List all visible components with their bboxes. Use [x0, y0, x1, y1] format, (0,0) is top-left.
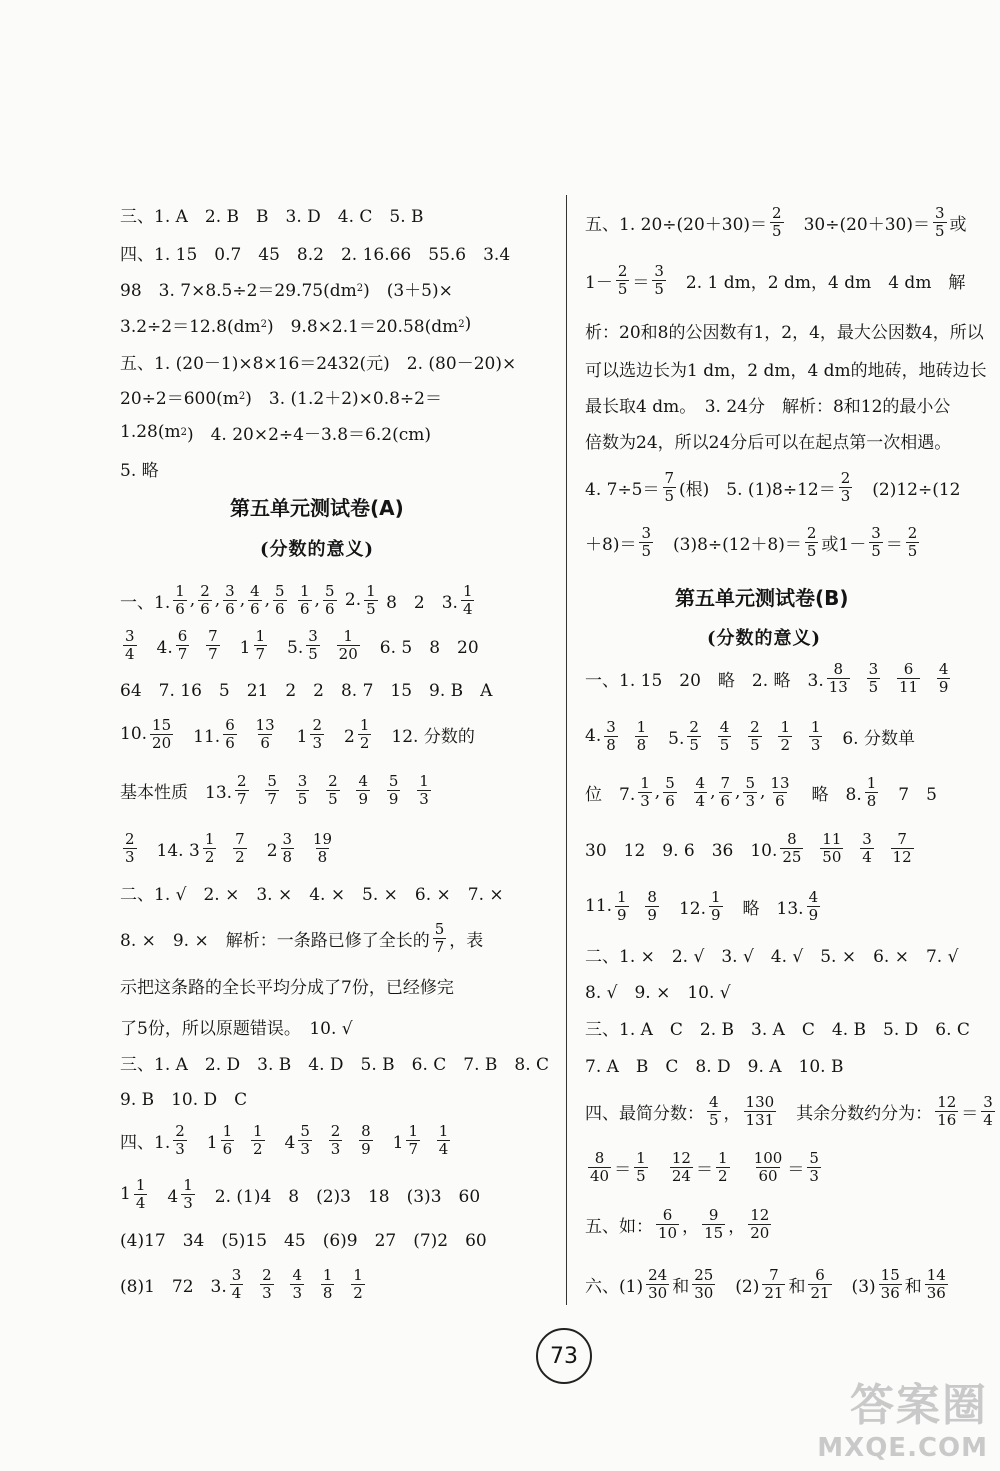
answer-text: 1: [279, 726, 308, 747]
answer-line: [585, 656, 953, 700]
fraction: $\frac{3}{6}$: [225, 581, 235, 618]
fraction: $\frac{2}{5}$: [772, 203, 782, 240]
answer-line: [585, 1262, 951, 1306]
fraction: $\frac{11}{50}$: [822, 829, 842, 866]
answer-text: (2)12÷(12: [855, 479, 961, 500]
answer-text: 5. 略: [120, 460, 159, 481]
fraction: $\frac{2}{6}$: [200, 581, 210, 618]
fraction: $\frac{6}{21}$: [810, 1265, 830, 1302]
fraction: $\frac{1}{8}$: [866, 773, 877, 810]
answer-text: 1: [222, 637, 251, 658]
answer-text: 5.: [651, 728, 685, 749]
answer-text: ＋8)＝: [585, 534, 637, 555]
fraction: $\frac{1}{5}$: [366, 581, 376, 618]
fraction: $\frac{3}{4}$: [983, 1092, 993, 1129]
answer-line: [120, 623, 479, 667]
answer-text: 了5份，所以原题错误。 10. √: [120, 1018, 353, 1039]
answer-text: 析：20和8的公因数有1，2，4，最大公因数4，所以: [585, 322, 984, 343]
answer-line: [120, 712, 475, 756]
answer-text: ，: [723, 1103, 741, 1124]
answer-text: 四、1.: [120, 1132, 171, 1153]
fraction: $\frac{2}{3}$: [175, 1121, 185, 1158]
answer-text: 7. A B C 8. D 9. A 10. B: [585, 1056, 844, 1077]
fraction: $\frac{7}{6}$: [720, 773, 731, 810]
fraction: $\frac{12}{16}$: [937, 1092, 957, 1129]
fraction: $\frac{1}{5}$: [636, 1148, 646, 1185]
fraction: $\frac{2}{3}$: [312, 715, 323, 752]
answer-text: 三、1. A 2. B B 3. D 4. C 5. B: [120, 206, 424, 227]
answer-text: 位 7.: [585, 784, 636, 805]
fraction: $\frac{6}{6}$: [225, 715, 235, 752]
answer-text: 略 8.: [794, 784, 862, 805]
fraction: $\frac{7}{12}$: [892, 829, 912, 866]
answer-text: 和: [672, 1276, 690, 1297]
fraction: $\frac{3}{4}$: [125, 626, 135, 663]
answer-text: 基本性质 13.: [120, 782, 233, 803]
answer-text: 4: [150, 1186, 179, 1207]
fraction: $\frac{5}{6}$: [324, 581, 335, 618]
fraction: $\frac{1}{20}$: [338, 626, 358, 663]
answer-line: [120, 963, 454, 1007]
fraction: $\frac{1}{2}$: [252, 1121, 263, 1158]
fraction: $\frac{1}{2}$: [359, 715, 370, 752]
fraction: $\frac{3}{5}$: [297, 771, 308, 808]
fraction: $\frac{4}{6}$: [250, 581, 260, 618]
fraction: $\frac{1}{8}$: [322, 1265, 333, 1302]
fraction: $\frac{1}{3}$: [640, 773, 650, 810]
answer-text: ) 3. (1.2＋2)×0.8÷2＝: [245, 388, 442, 409]
fraction: $\frac{6}{7}$: [177, 626, 188, 663]
answer-text: (根) 5. (1)8÷12＝: [679, 479, 836, 500]
fraction: $\frac{1}{3}$: [419, 771, 429, 808]
answer-text: ) 4. 20×2÷4－3.8＝6.2(cm): [186, 424, 431, 445]
answer-text: 略 13.: [725, 898, 804, 919]
fraction: $\frac{15}{20}$: [152, 715, 172, 752]
answer-text: ) (3＋5)×: [363, 280, 453, 301]
answer-text: 12. 分数的: [374, 726, 475, 747]
fraction: $\frac{1}{6}$: [300, 581, 310, 618]
answer-text: 6. 分数单: [825, 728, 915, 749]
fraction: $\frac{24}{30}$: [648, 1265, 668, 1302]
answer-line: 一、1. $\frac{1}{6}$ , $\frac{2}{6}$ , $\frac{3}{6}$ , $\frac{4}{6}$ , $\frac{5}{6}$ $\frac{1}{6}$ , $\frac{5}{6}$ 2. $\frac{1}{5}$ 8 2 3. $\frac{1}{4}$: [120, 581, 473, 618]
answer-line: [585, 258, 965, 302]
fraction: $\frac{2}{3}$: [125, 829, 135, 866]
fraction: $\frac{19}{8}$: [312, 829, 332, 866]
answer-text: 1: [120, 1184, 131, 1204]
answer-line: [120, 826, 337, 870]
fraction: $\frac{1}{2}$: [780, 717, 790, 754]
answer-text: 其余分数约分为：: [779, 1103, 933, 1124]
fraction: $\frac{3}{5}$: [308, 626, 318, 663]
answer-text: (3): [834, 1276, 876, 1297]
answer-text: ，: [728, 1216, 746, 1237]
fraction: $\frac{2}{5}$: [617, 261, 628, 298]
answer-text: 二、1. √ 2. × 3. × 4. × 5. × 6. × 7. ×: [120, 884, 504, 905]
answer-line: 位 7. $\frac{1}{3}$ , $\frac{5}{6}$ $\frac{4}{4}$ , $\frac{7}{6}$ , $\frac{5}{3}$ , $\frac{13}{6}$ 略 8. $\frac{1}{8}$ 7 5: [585, 773, 937, 810]
answer-text: ) 9.8×2.1＝20.58(dm: [266, 316, 459, 337]
answer-text: 64 7. 16 5 21 2 2 8. 7 15 9. B A: [120, 680, 493, 701]
answer-line: [120, 768, 434, 812]
fraction: $\frac{4}{4}$: [695, 773, 706, 810]
answer-line: 1.28(m 2 ) 4. 20×2÷4－3.8＝6.2(cm): [120, 410, 431, 454]
fraction: $\frac{13}{6}$: [770, 773, 790, 810]
fraction: $\frac{1}{6}$: [175, 581, 185, 618]
answer-text: 98 3. 7×8.5÷2＝29.75(dm: [120, 280, 357, 301]
answer-text: 或1－: [821, 534, 867, 555]
fraction: $\frac{8}{9}$: [647, 887, 657, 924]
watermark-url: MXQE.COM: [817, 1433, 988, 1463]
watermark-text: 答案圈: [850, 1380, 988, 1431]
answer-text: 6. 5 8 20: [362, 637, 479, 658]
answer-text: 1－: [585, 272, 613, 293]
section-subtitle-a: (分数的意义): [260, 539, 375, 560]
answer-text: 8. √ 9. × 10. √: [585, 982, 731, 1003]
fraction: $\frac{5}{9}$: [388, 771, 399, 808]
fraction: $\frac{3}{8}$: [282, 829, 293, 866]
answer-line: [585, 1145, 824, 1189]
fraction: $\frac{1}{4}$: [462, 581, 473, 618]
fraction: $\frac{1}{7}$: [408, 1121, 418, 1158]
answer-line: [120, 1075, 247, 1119]
answer-line: [585, 520, 922, 564]
fraction: $\frac{2}{3}$: [330, 1121, 341, 1158]
answer-text: 10.: [120, 724, 148, 744]
fraction: $\frac{3}{5}$: [871, 523, 881, 560]
fraction: $\frac{1}{3}$: [810, 717, 821, 754]
fraction: $\frac{2}{5}$: [907, 523, 918, 560]
fraction: $\frac{9}{15}$: [704, 1205, 724, 1242]
answer-text: 8 2 3.: [380, 592, 458, 613]
answer-text: 或: [949, 214, 967, 235]
fraction: $\frac{1}{2}$: [717, 1148, 728, 1185]
answer-text: 四、最简分数：: [585, 1103, 704, 1124]
fraction: $\frac{3}{5}$: [654, 261, 664, 298]
fraction: $\frac{2}{5}$: [689, 717, 699, 754]
answer-line: [120, 666, 492, 710]
fraction: $\frac{4}{5}$: [709, 1092, 719, 1129]
fraction: $\frac{7}{7}$: [208, 626, 218, 663]
answer-text: 和: [788, 1276, 806, 1297]
fraction: $\frac{1}{3}$: [183, 1175, 193, 1212]
fraction: $\frac{1}{2}$: [204, 829, 215, 866]
fraction: $\frac{1}{2}$: [353, 1265, 363, 1302]
answer-text: 一、1. 15 20 略 2. 略 3.: [585, 670, 824, 691]
fraction: $\frac{5}{7}$: [267, 771, 277, 808]
answer-text: 9. B 10. D C: [120, 1089, 248, 1110]
page-number: 73: [536, 1328, 592, 1384]
fraction: $\frac{8}{25}$: [782, 829, 802, 866]
answer-text: (3)8÷(12＋8)＝: [656, 534, 802, 555]
fraction: $\frac{5}{3}$: [745, 773, 755, 810]
answer-line: 98 3. 7×8.5÷2＝29.75(dm 2 ) (3＋5)×: [120, 266, 453, 310]
fraction: $\frac{3}{8}$: [606, 717, 616, 754]
answer-text: 2. 1 dm，2 dm，4 dm 4 dm 解: [668, 272, 966, 293]
answer-line: [585, 200, 967, 244]
answer-text: ＝: [695, 1159, 713, 1180]
fraction: $\frac{6}{10}$: [658, 1205, 678, 1242]
fraction: $\frac{8}{13}$: [828, 659, 848, 696]
fraction: $\frac{7}{2}$: [235, 829, 245, 866]
answer-text: (2): [718, 1276, 760, 1297]
answer-text: 14. 3: [139, 840, 200, 861]
fraction: $\frac{3}{5}$: [868, 659, 879, 696]
answer-text: ，: [682, 1216, 700, 1237]
answer-line: [585, 1202, 774, 1246]
section-subtitle-b: (分数的意义): [707, 628, 822, 649]
answer-line: [120, 916, 483, 960]
answer-line: [585, 1089, 998, 1133]
fraction: $\frac{2}{3}$: [262, 1265, 272, 1302]
answer-text: 2.: [339, 590, 362, 610]
answer-text: 30÷(20＋30)＝: [786, 214, 930, 235]
answer-text: 五、如：: [585, 1216, 653, 1237]
fraction: $\frac{1}{6}$: [222, 1121, 233, 1158]
fraction: $\frac{7}{5}$: [664, 468, 675, 505]
fraction: $\frac{5}{6}$: [665, 773, 675, 810]
answer-text: 四、1. 15 0.7 45 8.2 2. 16.66 55.6 3.4: [120, 244, 511, 265]
section-title-a: 第五单元测试卷(A): [230, 496, 404, 520]
fraction: $\frac{5}{7}$: [434, 919, 445, 956]
answer-line: [120, 1118, 453, 1162]
fraction: $\frac{2}{5}$: [750, 717, 760, 754]
answer-text: 8. × 9. × 解析：一条路已修了全长的: [120, 930, 430, 951]
answer-text: 4.: [585, 726, 602, 746]
fraction: $\frac{12}{24}$: [671, 1148, 691, 1185]
watermark-logo: [817, 1369, 988, 1463]
answer-line: [585, 418, 951, 462]
answer-text: 五、1. (20－1)×8×16＝2432(元) 2. (80－20)×: [120, 353, 517, 374]
answer-text: 3.2÷2＝12.8(dm: [120, 316, 261, 337]
fraction: $\frac{4}{9}$: [938, 659, 949, 696]
answer-line: 3.2÷2＝12.8(dm 2 ) 9.8×2.1＝20.58(dm 2 ): [120, 302, 471, 346]
answer-text: ＝: [787, 1159, 805, 1180]
answer-line: [120, 446, 159, 490]
fraction: $\frac{8}{9}$: [361, 1121, 371, 1158]
fraction: $\frac{3}{4}$: [862, 829, 872, 866]
fraction: $\frac{15}{36}$: [880, 1265, 900, 1302]
answer-text: 和: [904, 1276, 922, 1297]
answer-text: 4. 7÷5＝: [585, 479, 660, 500]
answer-text: 最长取4 dm。 3. 24分 解析：8和12的最小公: [585, 396, 951, 417]
answer-text: 12.: [661, 898, 706, 919]
fraction: $\frac{1}{9}$: [617, 887, 627, 924]
fraction: $\frac{5}{3}$: [809, 1148, 819, 1185]
fraction: $\frac{4}{9}$: [808, 887, 819, 924]
answer-text: ＝: [885, 534, 903, 555]
answer-text: ＝: [961, 1103, 979, 1124]
answer-text: ＝: [614, 1159, 632, 1180]
fraction: $\frac{3}{5}$: [934, 203, 945, 240]
fraction: $\frac{4}{9}$: [358, 771, 369, 808]
answer-text: 5.: [270, 637, 304, 658]
answer-text: 4.: [139, 637, 173, 658]
fraction: $\frac{12}{20}$: [750, 1205, 770, 1242]
answer-line: [585, 884, 823, 928]
fraction: $\frac{3}{4}$: [231, 1265, 242, 1302]
section-title-b: 第五单元测试卷(B): [675, 586, 849, 610]
answer-text: 三、1. A C 2. B 3. A C 4. B 5. D 6. C: [585, 1019, 970, 1040]
fraction: $\frac{2}{5}$: [806, 523, 817, 560]
answer-text: ): [464, 314, 472, 334]
answer-text: 可以选边长为1 dm，2 dm，4 dm的地砖，地砖边长: [585, 360, 987, 381]
fraction: $\frac{4}{5}$: [719, 717, 730, 754]
fraction: $\frac{100}{60}$: [753, 1148, 783, 1185]
answer-text: ＝: [632, 272, 650, 293]
answer-line: [585, 714, 915, 758]
answer-text: 7 5: [881, 784, 937, 805]
fraction: $\frac{6}{11}$: [899, 659, 919, 696]
answer-line: [585, 465, 961, 509]
fraction: $\frac{2}{5}$: [328, 771, 338, 808]
answer-line: [120, 1172, 480, 1216]
fraction: $\frac{8}{40}$: [590, 1148, 610, 1185]
answer-text: 1: [375, 1132, 404, 1153]
answer-text: 1: [189, 1132, 218, 1153]
answer-line: [120, 1262, 368, 1306]
fraction: $\frac{5}{6}$: [275, 581, 285, 618]
answer-text: 六、(1): [585, 1276, 644, 1297]
fraction: $\frac{1}{9}$: [711, 887, 721, 924]
answer-text: (4)17 34 (5)15 45 (6)9 27 (7)2 60: [120, 1230, 487, 1251]
answer-text: 三、1. A 2. D 3. B 4. D 5. B 6. C 7. B 8. C: [120, 1054, 550, 1075]
answer-line: [120, 870, 504, 914]
answer-line: [585, 1042, 844, 1086]
fraction: $\frac{5}{3}$: [300, 1121, 310, 1158]
answer-line: [120, 1216, 487, 1260]
answer-text: 20÷2＝600(m: [120, 388, 239, 409]
answer-text: 示把这条路的全长平均分成了7份，已经修完: [120, 977, 454, 998]
answer-text: 2: [327, 726, 355, 747]
fraction: $\frac{130}{131}$: [745, 1092, 775, 1129]
fraction: $\frac{1}{7}$: [255, 626, 266, 663]
fraction: $\frac{25}{30}$: [694, 1265, 714, 1302]
fraction: $\frac{1}{4}$: [135, 1175, 146, 1212]
column-divider: [566, 195, 567, 1305]
answer-text: 11.: [176, 726, 221, 747]
answer-text: 30 12 9. 6 36 10.: [585, 840, 778, 861]
fraction: $\frac{2}{7}$: [237, 771, 247, 808]
fraction: $\frac{7}{21}$: [764, 1265, 784, 1302]
answer-text: 2: [249, 840, 278, 861]
answer-text: 一、1.: [120, 592, 171, 613]
fraction: $\frac{3}{5}$: [641, 523, 651, 560]
answer-text: 五、1. 20÷(20＋30)＝: [585, 214, 768, 235]
answer-text: 2. (1)4 8 (2)3 18 (3)3 60: [197, 1186, 481, 1207]
answer-text: 1.28(m: [120, 422, 181, 442]
answer-text: 11.: [585, 896, 613, 916]
fraction: $\frac{13}{6}$: [255, 715, 275, 752]
answer-line: 20÷2＝600(m 2 ) 3. (1.2＋2)×0.8÷2＝: [120, 374, 442, 418]
answer-text: 倍数为24，所以24分后可以在起点第一次相遇。: [585, 432, 952, 453]
answer-text: ，表: [449, 930, 484, 951]
fraction: $\frac{2}{3}$: [840, 468, 851, 505]
answer-text: 二、1. × 2. √ 3. √ 4. √ 5. × 6. × 7. √: [585, 946, 959, 967]
answer-line: [585, 826, 917, 870]
fraction: $\frac{1}{8}$: [636, 717, 647, 754]
fraction: $\frac{1}{4}$: [438, 1121, 449, 1158]
fraction: $\frac{14}{36}$: [926, 1265, 946, 1302]
answer-text: 4: [267, 1132, 296, 1153]
answer-text: (8)1 72 3.: [120, 1276, 227, 1297]
fraction: $\frac{4}{3}$: [292, 1265, 303, 1302]
